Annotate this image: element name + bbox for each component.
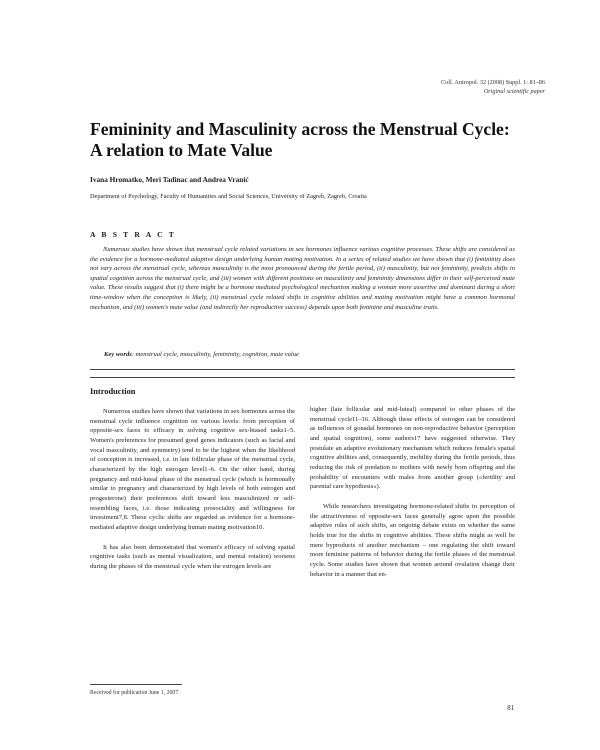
paper-type: Original scientific paper [483,88,545,95]
body-column-left [90,407,295,572]
journal-reference [441,78,545,96]
section-heading: Introduction [90,387,136,396]
page-number: 81 [507,705,514,712]
keywords-label: Key words [104,351,132,358]
author-affiliation: Department of Psychology, Faculty of Humanities and Social Sciences, University of Zagreb, Zagreb, Croatia [90,193,367,200]
author-list: Ivana Hromatko, Meri Tadinac and Andrea Vranić [90,175,249,184]
abstract-rule-bottom [90,377,515,378]
abstract-text: Numerous studies have shown that menstrual cycle related variations in sex hormones influence various cognitive processes. These shifts are considered as the evidence for a hormone-mediated adaptive design underlying human mating motivation. In a series of related studies we have shown that (i) femininity does not vary across the menstrual cycle, whereas masculinity is the most pronounced during the fertile period, (ii) masculinity, but not femininity, predicts shifts in spatial cognition across the menstrual cycle, and (iii) women with different positions on masculinity and femininity dimensions differ in their self-perceived mate value. These results suggest that (i) there might be a hormone mediated psychological mechanism making a woman more assertive and dominant during a short time-window when the conception is likely, (ii) menstrual cycle related shifts in cognitive abilities and mating motivation might have a common hormonal mechanism, and (iii) women's mate value (and indirectly her reproductive success) depends upon both feminine and masculine traits. [90,246,515,311]
paragraph: higher (late follicular and mid-luteal) compared to other phases of the menstrual cycle11–16. Although these effects of estrogen can be considered as influences of gonadal hormones on non-reproductive behavior (perception and spatial cognition), some authors17 have suggested otherwise. They postulate an adaptive evolutionary mechanism which reduces female's spatial cognitive abilities and, consequently, mobility during the fertile periods, thus reducing the risk of predation to mothers with newly born offspring and the probability of encounters with males from another group (»fertility and parental care hypothesis«). [310,406,515,491]
paragraph: It has also been demonstrated that women's efficacy of solving spatial cognitive tasks (such as mental visualization, and mental rotation) worsens during the phases of the menstrual cycle when the estrogen levels are [90,543,295,570]
keywords-list: : menstrual cycle, masculinity, femininity, cognition, mate value [131,351,299,358]
footnote: Received for publication June 1, 2007. [90,690,180,696]
paragraph: Numerous studies have shown that variations in sex hormones across the menstrual cycle influence cognition on various levels: from perception of opposite-sex faces to efficacy in solving cognitive sex-biased tasks1–5. Women's preferences for presumed good genes indicators (such as facial and vocal masculinity, and symmetry) tend to be the highest when the likelihood of conception is increased, i.e. in late follicular phase of the menstrual cycle, characterized by the high estrogen level1–6. On the other hand, during pregnancy and mid-luteal phase of the menstrual cycle (which is hormonally similar to pregnancy and characterized by high levels of both estrogen and progesterone) their preferences shift toward less masculinized or self-resembling faces, i.e. those indicating prosociality and willingness for investment7,8. These cyclic shifts are regarded as evidence for a hormone-mediated adaptive design underlying human mating motivation10. [90,408,295,531]
paper-title: Femininity and Masculinity across the Menstrual Cycle: A relation to Mate Value [90,119,510,160]
abstract-heading: A B S T R A C T [90,230,176,239]
paragraph: While researchers investigating hormone-related shifts in perception of the attractiveness of opposite-sex faces generally agree upon the possible adaptive roles of such shifts, an ongoing debate exists on whether the same holds true for the shifts in cognitive abilities. These shifts might as well be mere byproducts of another mechanism – one regulating the shift toward more feminine patterns of behavior during the fertile phases of the menstrual cycle. Some studies have shown that women around ovulation change their behavior in a manner that en- [310,502,515,578]
abstract-rule-top [90,369,515,370]
body-column-right [310,405,515,579]
journal-citation: Coll. Antropol. 32 (2008) Suppl. 1: 81–86 [441,79,545,86]
keywords [104,351,299,358]
footnote-rule [90,684,182,685]
